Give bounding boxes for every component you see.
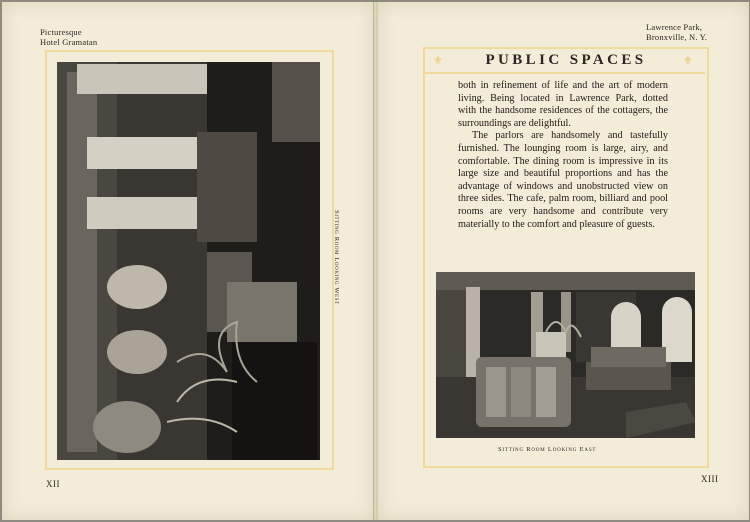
fleur-de-lis-left-icon: ⚜ [433,55,443,67]
sitting-room-west-photo [57,62,320,460]
right-header-line1: Lawrence Park, [646,22,703,32]
right-page-number: XIII [701,474,719,484]
section-title: PUBLIC SPACES [485,52,647,68]
left-header-line1: Picturesque [40,27,82,37]
body-text [458,80,668,231]
right-header-line2: Bronxville, N. Y. [646,32,708,42]
right-photo-caption: Sitting Room Looking East [498,446,597,453]
left-photo-caption: Sitting Room Looking West [333,210,340,305]
sitting-room-east-photo [436,272,695,438]
sitting-room-west-image [57,62,320,460]
right-running-header [646,22,707,42]
body-paragraph-1: both in refinement of life and the art of modern living. Being located in Lawrence Park, dotted with the handsome residences of the cottagers, the surroundings are delightful. [458,80,668,129]
left-running-header [40,27,97,47]
left-header-line2: Hotel Gramatan [40,37,98,47]
fleur-de-lis-right-icon: ⚜ [683,55,693,67]
left-page-number: XII [46,479,60,489]
body-paragraph-2: The parlors are handsomely and tastefully furnished. The lounging room is large, airy, and comfortable. The dining room is impressive in its large size and beautiful proportions and has the advantage of windows and unobstructed view on three sides. The cafe, palm room, billiard and pool rooms are very handsome and contribute very materially to the comfort and pleasure of guests. [458,130,668,230]
sitting-room-east-image [436,272,695,438]
